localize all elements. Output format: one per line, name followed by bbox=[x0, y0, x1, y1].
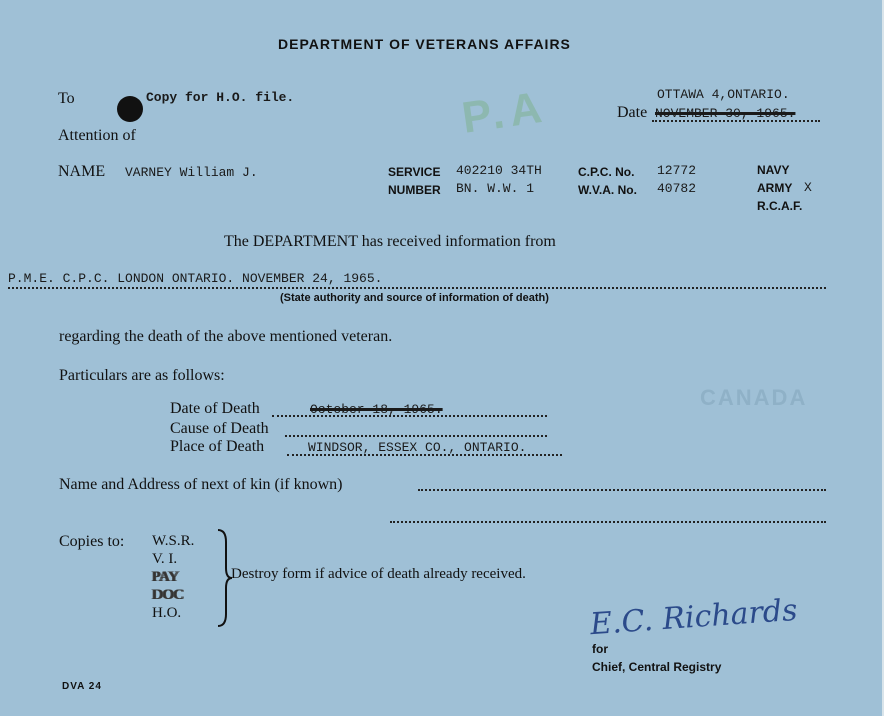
watermark-text: CANADA bbox=[700, 385, 808, 410]
branch-navy: NAVY bbox=[757, 163, 790, 177]
source-value: P.M.E. C.P.C. LONDON ONTARIO. NOVEMBER 24, 1965. bbox=[8, 271, 383, 286]
date-of-death-label: Date of Death bbox=[170, 400, 260, 417]
date-label: Date bbox=[617, 104, 648, 121]
punch-hole-icon bbox=[117, 96, 143, 122]
signature-title: Chief, Central Registry bbox=[592, 660, 722, 674]
name-value: VARNEY William J. bbox=[125, 165, 258, 180]
kin-dotted-line-2 bbox=[390, 521, 826, 523]
cause-of-death-dots bbox=[285, 435, 547, 437]
wva-label: W.V.A. No. bbox=[578, 183, 637, 197]
source-caption: (State authority and source of information of death) bbox=[280, 292, 549, 304]
received-text: The DEPARTMENT has received information from bbox=[224, 233, 556, 250]
copies-item-doc: DOC bbox=[152, 587, 184, 603]
wva-value: 40782 bbox=[657, 181, 697, 196]
city-line: OTTAWA 4,ONTARIO. bbox=[657, 87, 790, 102]
name-label: NAME bbox=[58, 163, 106, 180]
cpc-value: 12772 bbox=[657, 163, 697, 178]
cpc-label: C.P.C. No. bbox=[578, 165, 635, 179]
place-of-death-label: Place of Death bbox=[170, 438, 265, 455]
army-mark: X bbox=[804, 180, 812, 195]
cause-of-death-label: Cause of Death bbox=[170, 420, 269, 437]
branch-army: ARMY bbox=[757, 181, 793, 195]
stamp-initials: P.A bbox=[458, 82, 551, 143]
place-of-death-value: WINDSOR, ESSEX CO., ONTARIO. bbox=[308, 440, 527, 455]
regarding-text: regarding the death of the above mentioned veteran. bbox=[59, 328, 393, 345]
service-label: SERVICE bbox=[388, 165, 441, 179]
branch-rcaf: R.C.A.F. bbox=[757, 199, 803, 213]
for-label: for bbox=[592, 642, 608, 656]
kin-label: Name and Address of next of kin (if known) bbox=[59, 476, 343, 493]
source-dotted-line bbox=[8, 287, 826, 289]
copies-item-wsr: W.S.R. bbox=[152, 533, 195, 549]
copy-note: Copy for H.O. file. bbox=[146, 90, 295, 105]
service-value: 402210 34TH bbox=[456, 163, 542, 178]
date-of-death-value: October 18, 1965. bbox=[310, 402, 443, 417]
attention-label: Attention of bbox=[58, 127, 136, 144]
destroy-note: Destroy form if advice of death already received. bbox=[231, 566, 526, 582]
form-title: DEPARTMENT OF VETERANS AFFAIRS bbox=[278, 36, 571, 52]
to-label: To bbox=[58, 90, 75, 107]
date-value: NOVEMBER 30, 1965. bbox=[655, 106, 796, 121]
signature: E.C. Richards bbox=[589, 592, 799, 643]
copies-item-ho: H.O. bbox=[152, 605, 182, 621]
form-code: DVA 24 bbox=[62, 681, 102, 692]
copies-label: Copies to: bbox=[59, 533, 125, 550]
copies-item-vi: V. I. bbox=[152, 551, 178, 567]
copies-item-pay: PAY bbox=[152, 569, 180, 585]
kin-dotted-line-1 bbox=[418, 489, 826, 491]
number-value: BN. W.W. 1 bbox=[456, 181, 535, 196]
number-label: NUMBER bbox=[388, 183, 441, 197]
particulars-text: Particulars are as follows: bbox=[59, 367, 225, 384]
